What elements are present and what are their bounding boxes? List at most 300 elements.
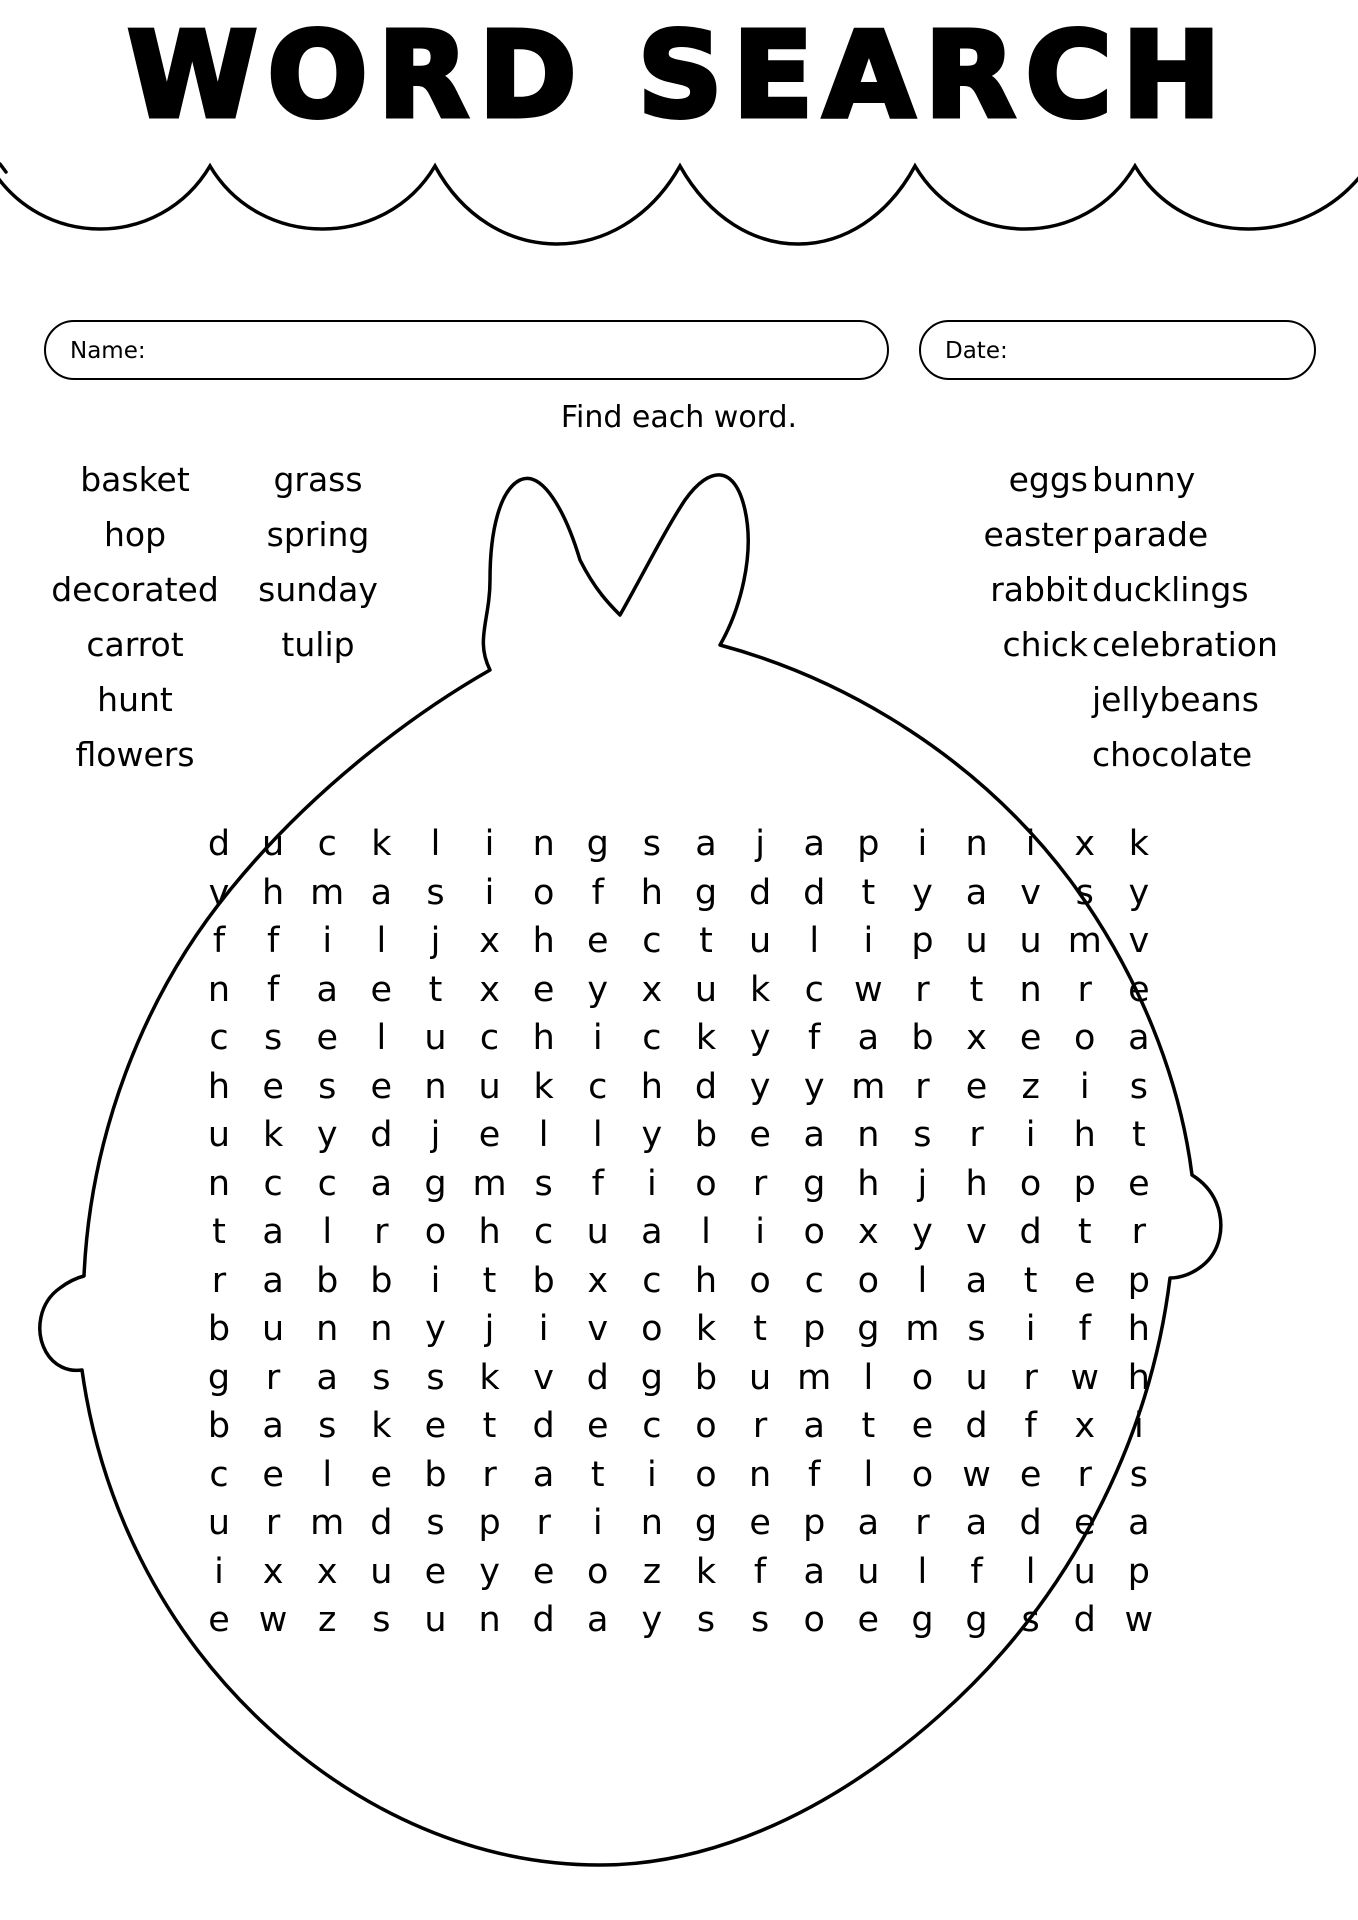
letter-cell[interactable]: n [207,969,231,1010]
letter-cell[interactable]: e [370,1066,393,1107]
letter-cell[interactable]: t [1131,1115,1146,1155]
letter-cell[interactable]: k [371,1406,392,1446]
letter-cell[interactable]: n [478,1600,501,1640]
letter-cell[interactable]: k [695,1018,717,1058]
letter-cell[interactable]: a [316,969,338,1010]
letter-cell[interactable]: e [911,1406,934,1446]
letter-cell[interactable]: l [538,1115,549,1155]
letter-cell[interactable]: e [370,1454,393,1495]
letter-cell[interactable]: o [641,1309,663,1349]
letter-cell[interactable]: j [484,1309,495,1349]
letter-cell[interactable]: x [641,969,663,1010]
letter-cell[interactable]: n [207,1163,231,1204]
letter-cell[interactable]: l [701,1212,711,1252]
letter-cell[interactable]: l [1025,1551,1036,1592]
letter-cell[interactable]: c [534,1212,554,1252]
letter-cell[interactable]: e [316,1018,338,1058]
letter-cell[interactable]: u [749,1357,772,1398]
letter-cell[interactable]: g [965,1600,988,1640]
letter-cell[interactable]: a [641,1212,663,1252]
letter-cell[interactable]: l [322,1212,333,1252]
letter-cell[interactable]: h [694,1260,718,1301]
letter-cell[interactable]: r [915,1503,930,1543]
letter-cell[interactable]: r [752,1163,768,1204]
letter-cell[interactable]: a [316,1357,338,1398]
letter-cell[interactable]: e [532,1551,555,1592]
letter-cell[interactable]: p [803,1503,826,1543]
letter-cell[interactable]: f [591,872,604,913]
letter-cell[interactable]: h [857,1163,880,1204]
letter-cell[interactable]: a [803,1406,825,1446]
letter-cell[interactable]: r [374,1212,389,1252]
letter-cell[interactable]: m [310,872,345,913]
letter-cell[interactable]: t [699,921,713,961]
letter-cell[interactable]: j [917,1163,928,1204]
letter-cell[interactable]: y [587,969,609,1010]
letter-cell[interactable]: u [749,921,772,961]
letter-cell[interactable]: z [642,1551,662,1592]
letter-cell[interactable]: b [911,1018,934,1058]
letter-cell[interactable]: a [803,824,825,864]
letter-cell[interactable]: e [262,1066,284,1107]
letter-cell[interactable]: l [430,824,441,864]
letter-cell[interactable]: a [965,1503,988,1543]
letter-cell[interactable]: l [917,1551,928,1592]
letter-cell[interactable]: j [430,1115,441,1155]
letter-cell[interactable]: i [214,1551,224,1592]
letter-cell[interactable]: u [370,1551,393,1592]
letter-cell[interactable]: u [965,1357,988,1398]
letter-cell[interactable]: p [911,921,934,961]
letter-cell[interactable]: u [1073,1551,1096,1592]
letter-cell[interactable]: a [1128,1018,1150,1058]
letter-cell[interactable]: i [863,921,874,961]
letter-cell[interactable]: s [1075,872,1094,913]
letter-cell[interactable]: h [262,872,285,913]
letter-cell[interactable]: a [262,1406,284,1446]
letter-cell[interactable]: w [962,1454,991,1495]
letter-cell[interactable]: u [1019,921,1042,961]
letter-cell[interactable]: c [317,1163,337,1204]
letter-cell[interactable]: y [912,1212,933,1252]
letter-cell[interactable]: d [370,1115,393,1155]
letter-cell[interactable]: r [482,1454,497,1495]
letter-cell[interactable]: a [695,824,717,864]
letter-cell[interactable]: x [262,1551,284,1592]
letter-cell[interactable]: p [1073,1163,1096,1204]
letter-cell[interactable]: o [803,1600,825,1640]
letter-cell[interactable]: v [966,1212,987,1252]
letter-cell[interactable]: f [1078,1309,1091,1349]
letter-cell[interactable]: y [749,1066,771,1107]
letter-cell[interactable]: d [532,1406,555,1446]
letter-cell[interactable]: k [371,824,392,864]
letter-cell[interactable]: r [1023,1357,1038,1398]
letter-cell[interactable]: a [262,1260,284,1301]
letter-cell[interactable]: y [912,872,933,913]
letter-cell[interactable]: e [1128,1163,1150,1204]
letter-cell[interactable]: s [642,824,661,864]
letter-cell[interactable]: e [424,1551,447,1592]
letter-cell[interactable]: c [642,1260,662,1301]
letter-cell[interactable]: u [424,1600,447,1640]
letter-cell[interactable]: s [1129,1066,1148,1107]
letter-cell[interactable]: l [376,921,387,961]
letter-cell[interactable]: b [424,1454,447,1495]
letter-cell[interactable]: i [1079,1066,1090,1107]
letter-cell[interactable]: f [753,1551,767,1592]
letter-cell[interactable]: k [479,1357,500,1398]
letter-cell[interactable]: k [749,969,771,1010]
letter-cell[interactable]: d [965,1406,988,1446]
letter-cell[interactable]: o [695,1454,717,1495]
letter-cell[interactable]: i [1025,824,1036,864]
letter-cell[interactable]: i [1025,1309,1036,1349]
letter-cell[interactable]: t [861,872,876,913]
letter-cell[interactable]: e [1073,1503,1096,1543]
letter-cell[interactable]: f [591,1163,604,1204]
letter-cell[interactable]: g [803,1163,826,1204]
letter-cell[interactable]: i [592,1018,603,1058]
letter-cell[interactable]: h [532,921,555,961]
letter-cell[interactable]: s [913,1115,932,1155]
letter-cell[interactable]: e [370,969,393,1010]
letter-cell[interactable]: e [478,1115,501,1155]
letter-cell[interactable]: c [479,1018,500,1058]
letter-cell[interactable]: g [857,1309,880,1349]
letter-cell[interactable]: h [1127,1309,1150,1349]
letter-cell[interactable]: b [207,1406,231,1446]
letter-cell[interactable]: v [1128,921,1150,961]
letter-cell[interactable]: u [965,921,988,961]
letter-cell[interactable]: e [857,1600,880,1640]
letter-cell[interactable]: a [803,1115,825,1155]
letter-cell[interactable]: e [965,1066,988,1107]
letter-cell[interactable]: i [538,1309,549,1349]
letter-cell[interactable]: e [208,1600,230,1640]
letter-cell[interactable]: d [586,1357,609,1398]
letter-cell[interactable]: t [482,1260,497,1301]
letter-cell[interactable]: a [857,1018,880,1058]
letter-cell[interactable]: a [532,1454,555,1495]
letter-cell[interactable]: y [1128,872,1150,913]
letter-cell[interactable]: z [1021,1066,1040,1107]
letter-cell[interactable]: n [749,1454,772,1495]
letter-cell[interactable]: e [586,1406,609,1446]
letter-cell[interactable]: e [532,969,555,1010]
letter-cell[interactable]: s [750,1600,770,1640]
letter-cell[interactable]: c [209,1018,229,1058]
letter-cell[interactable]: o [587,1551,609,1592]
letter-cell[interactable]: o [803,1212,825,1252]
letter-cell[interactable]: n [1019,969,1042,1010]
letter-cell[interactable]: a [370,1163,393,1204]
letter-cell[interactable]: b [370,1260,393,1301]
letter-cell[interactable]: b [532,1260,555,1301]
letter-cell[interactable]: y [425,1309,446,1349]
letter-cell[interactable]: i [484,824,495,864]
letter-cell[interactable]: f [970,1551,983,1592]
letter-cell[interactable]: w [258,1600,288,1640]
letter-cell[interactable]: l [592,1115,603,1155]
letter-cell[interactable]: x [966,1018,987,1058]
letter-cell[interactable]: v [533,1357,555,1398]
letter-cell[interactable]: n [370,1309,393,1349]
letter-cell[interactable]: r [536,1503,551,1543]
letter-cell[interactable]: p [1127,1551,1150,1592]
letter-cell[interactable]: h [640,1066,663,1107]
letter-cell[interactable]: o [695,1163,717,1204]
letter-cell[interactable]: d [207,824,231,864]
letter-cell[interactable]: m [1067,921,1102,961]
letter-cell[interactable]: l [322,1454,333,1495]
letter-cell[interactable]: b [694,1357,718,1398]
letter-cell[interactable]: n [316,1309,339,1349]
letter-cell[interactable]: a [857,1503,880,1543]
letter-cell[interactable]: j [430,921,441,961]
letter-cell[interactable]: d [532,1600,555,1640]
letter-cell[interactable]: h [478,1212,501,1252]
letter-cell[interactable]: l [809,921,820,961]
letter-cell[interactable]: u [478,1066,501,1107]
letter-cell[interactable]: f [212,921,226,961]
letter-cell[interactable]: g [424,1163,447,1204]
letter-cell[interactable]: d [1073,1600,1096,1640]
letter-cell[interactable]: m [905,1309,940,1349]
letter-cell[interactable]: e [424,1406,447,1446]
letter-cell[interactable]: y [749,1018,771,1058]
letter-cell[interactable]: y [641,1600,663,1640]
letter-cell[interactable]: s [372,1600,391,1640]
letter-cell[interactable]: s [967,1309,986,1349]
letter-cell[interactable]: a [587,1600,609,1640]
letter-cell[interactable]: s [534,1163,553,1204]
letter-cell[interactable]: a [965,1260,988,1301]
letter-cell[interactable]: t [1077,1212,1092,1252]
letter-cell[interactable]: n [857,1115,880,1155]
name-field[interactable] [44,320,889,380]
letter-cell[interactable]: y [803,1066,825,1107]
letter-cell[interactable]: c [209,1454,229,1495]
letter-cell[interactable]: i [917,824,928,864]
letter-cell[interactable]: g [694,872,718,913]
letter-cell[interactable]: i [1025,1115,1036,1155]
letter-cell[interactable]: s [1129,1454,1148,1495]
letter-cell[interactable]: j [755,824,765,864]
letter-cell[interactable]: h [965,1163,988,1204]
letter-cell[interactable]: z [318,1600,337,1640]
letter-cell[interactable]: d [1019,1212,1042,1252]
letter-cell[interactable]: e [262,1454,284,1495]
letter-cell[interactable]: o [749,1260,771,1301]
letter-cell[interactable]: e [1128,969,1150,1010]
letter-cell[interactable]: p [478,1503,501,1543]
letter-cell[interactable]: w [853,969,883,1010]
letter-cell[interactable]: r [969,1115,984,1155]
letter-cell[interactable]: s [372,1357,391,1398]
letter-cell[interactable]: u [857,1551,880,1592]
letter-cell[interactable]: r [211,1260,227,1301]
letter-cell[interactable]: y [479,1551,500,1592]
letter-cell[interactable]: f [808,1018,821,1058]
letter-cell[interactable]: m [851,1066,886,1107]
letter-cell[interactable]: t [212,1212,226,1252]
letter-cell[interactable]: v [208,872,230,913]
letter-cell[interactable]: h [1073,1115,1096,1155]
letter-cell[interactable]: g [586,824,609,864]
letter-cell[interactable]: p [1127,1260,1150,1301]
letter-cell[interactable]: u [207,1503,231,1543]
letter-cell[interactable]: a [370,872,393,913]
letter-cell[interactable]: u [694,969,718,1010]
letter-cell[interactable]: i [647,1454,657,1495]
letter-cell[interactable]: d [370,1503,393,1543]
letter-cell[interactable]: l [376,1018,387,1058]
letter-cell[interactable]: i [430,1260,441,1301]
letter-cell[interactable]: f [266,921,280,961]
letter-cell[interactable]: c [642,921,662,961]
letter-cell[interactable]: n [424,1066,447,1107]
letter-cell[interactable]: i [755,1212,765,1252]
letter-cell[interactable]: o [532,872,555,913]
letter-cell[interactable]: h [1127,1357,1150,1398]
letter-cell[interactable]: o [1019,1163,1042,1204]
letter-cell[interactable]: a [803,1551,825,1592]
letter-cell[interactable]: y [316,1115,338,1155]
letter-cell[interactable]: a [965,872,988,913]
letter-cell[interactable]: k [695,1551,717,1592]
letter-cell[interactable]: u [207,1115,231,1155]
letter-cell[interactable]: s [318,1066,337,1107]
letter-cell[interactable]: s [318,1406,337,1446]
letter-cell[interactable]: p [803,1309,826,1349]
letter-cell[interactable]: i [1133,1406,1144,1446]
letter-cell[interactable]: v [1020,872,1041,913]
letter-cell[interactable]: c [588,1066,608,1107]
letter-cell[interactable]: o [911,1454,934,1495]
letter-cell[interactable]: n [532,824,555,864]
letter-cell[interactable]: r [1077,1454,1092,1495]
letter-cell[interactable]: x [316,1551,338,1592]
letter-cell[interactable]: h [207,1066,231,1107]
letter-cell[interactable]: t [969,969,984,1010]
letter-cell[interactable]: d [1019,1503,1042,1543]
letter-cell[interactable]: x [1074,1406,1096,1446]
letter-cell[interactable]: e [1019,1454,1042,1495]
letter-cell[interactable]: s [696,1600,716,1640]
letter-cell[interactable]: w [1124,1600,1154,1640]
letter-cell[interactable]: e [586,921,609,961]
letter-cell[interactable]: l [917,1260,928,1301]
letter-cell[interactable]: m [472,1163,507,1204]
letter-cell[interactable]: s [426,1357,445,1398]
letter-cell[interactable]: t [753,1309,767,1349]
letter-cell[interactable]: r [265,1357,281,1398]
letter-cell[interactable]: d [803,872,826,913]
letter-cell[interactable]: s [263,1018,283,1058]
letter-cell[interactable]: s [1021,1600,1040,1640]
letter-cell[interactable]: o [1074,1018,1096,1058]
letter-cell[interactable]: y [641,1115,663,1155]
letter-cell[interactable]: k [262,1115,284,1155]
letter-cell[interactable]: u [424,1018,447,1058]
letter-cell[interactable]: a [262,1212,284,1252]
letter-cell[interactable]: g [694,1503,718,1543]
letter-cell[interactable]: a [1128,1503,1150,1543]
letter-cell[interactable]: l [863,1454,874,1495]
letter-cell[interactable]: x [1074,824,1096,864]
letter-cell[interactable]: x [479,921,500,961]
letter-cell[interactable]: b [316,1260,339,1301]
letter-cell[interactable]: m [797,1357,832,1398]
letter-cell[interactable]: c [804,1260,824,1301]
letter-cell[interactable]: r [265,1503,281,1543]
letter-cell[interactable]: r [752,1406,768,1446]
letter-cell[interactable]: s [426,872,445,913]
letter-cell[interactable]: x [479,969,500,1010]
letter-cell[interactable]: r [915,1066,930,1107]
letter-cell[interactable]: o [857,1260,880,1301]
letter-cell[interactable]: t [1023,1260,1038,1301]
letter-cell[interactable]: s [426,1503,445,1543]
letter-cell[interactable]: x [587,1260,609,1301]
letter-cell[interactable]: c [317,824,337,864]
letter-cell[interactable]: t [590,1454,605,1495]
letter-cell[interactable]: w [1070,1357,1100,1398]
letter-cell[interactable]: g [640,1357,663,1398]
letter-cell[interactable]: o [424,1212,447,1252]
letter-cell[interactable]: m [310,1503,345,1543]
letter-cell[interactable]: h [640,872,663,913]
letter-cell[interactable]: k [695,1309,717,1349]
letter-cell[interactable]: v [587,1309,609,1349]
letter-cell[interactable]: n [965,824,988,864]
letter-cell[interactable]: p [857,824,880,864]
letter-cell[interactable]: c [642,1406,662,1446]
letter-cell[interactable]: f [266,969,280,1010]
letter-cell[interactable]: i [322,921,333,961]
letter-cell[interactable]: t [428,969,443,1010]
letter-cell[interactable]: f [808,1454,821,1495]
letter-cell[interactable]: x [857,1212,879,1252]
letter-cell[interactable]: c [804,969,824,1010]
letter-cell[interactable]: l [863,1357,874,1398]
letter-cell[interactable]: o [695,1406,717,1446]
letter-cell[interactable]: u [586,1212,609,1252]
letter-cell[interactable]: t [482,1406,497,1446]
letter-cell[interactable]: b [207,1309,231,1349]
letter-cell[interactable]: i [484,872,495,913]
letter-cell[interactable]: o [911,1357,934,1398]
letter-cell[interactable]: r [1131,1212,1147,1252]
letter-cell[interactable]: e [1073,1260,1096,1301]
letter-cell[interactable]: h [532,1018,555,1058]
letter-cell[interactable]: k [533,1066,554,1107]
letter-cell[interactable]: e [749,1503,771,1543]
letter-cell[interactable]: c [642,1018,662,1058]
letter-cell[interactable]: u [262,1309,285,1349]
letter-cell[interactable]: t [861,1406,876,1446]
letter-cell[interactable]: e [749,1115,771,1155]
letter-cell[interactable]: u [262,824,285,864]
letter-cell[interactable]: g [911,1600,934,1640]
letter-cell[interactable]: k [1128,824,1149,864]
letter-cell[interactable]: e [1019,1018,1042,1058]
letter-cell[interactable]: g [207,1357,231,1398]
letter-cell[interactable]: d [748,872,772,913]
letter-cell[interactable]: b [694,1115,718,1155]
letter-cell[interactable]: r [915,969,930,1010]
